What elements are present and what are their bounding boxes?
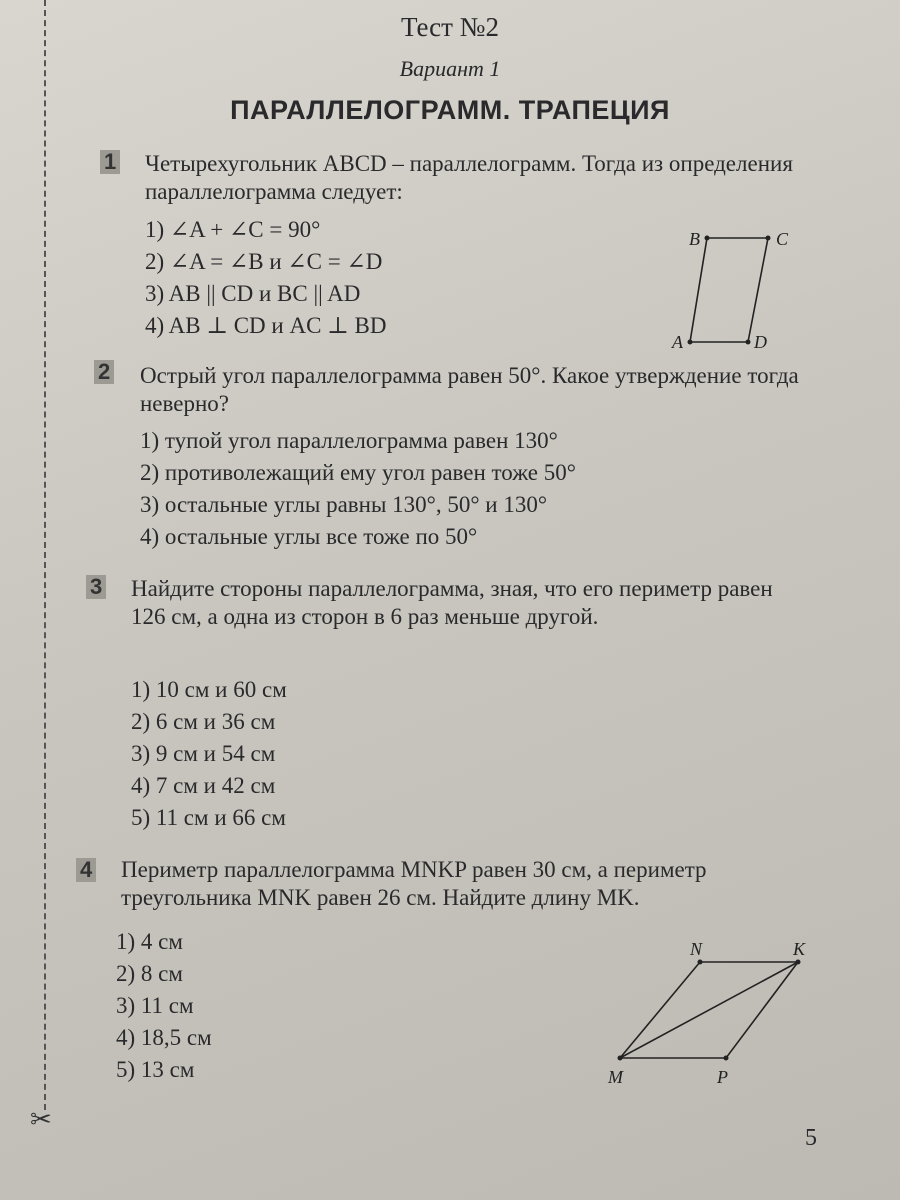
vertex-label-c: C: [776, 229, 789, 249]
task-number: 2: [94, 360, 114, 384]
answer-option: 4) 7 см и 42 см: [131, 773, 276, 798]
task-question: Найдите стороны параллелограмма, зная, что его периметр равен 126 см, а одна из сторон в 6 раз меньше другой.: [131, 576, 773, 629]
parallelogram-mnkp-figure: [600, 935, 830, 1095]
answer-option: 1) 4 см: [116, 929, 183, 954]
task-number: 4: [76, 858, 96, 882]
vertex-label-k: K: [793, 939, 806, 959]
vertex-label-b: B: [689, 229, 700, 249]
answer-options: [131, 674, 287, 834]
page-number: 5: [805, 1125, 817, 1151]
scissors-icon: ✂: [30, 1105, 52, 1134]
answer-option: 5) 11 см и 66 см: [131, 805, 286, 830]
answer-option: 4) AB ⊥ CD и AC ⊥ BD: [145, 313, 387, 338]
answer-options: [140, 425, 576, 553]
answer-options: [145, 214, 387, 342]
answer-option: 4) остальные углы все тоже по 50°: [140, 524, 478, 549]
answer-option: 1) тупой угол параллелограмма равен 130°: [140, 428, 558, 453]
answer-option: 2) противолежащий ему угол равен тоже 50°: [140, 460, 576, 485]
answer-option: 3) 9 см и 54 см: [131, 741, 276, 766]
answer-option: 3) AB || CD и BC || AD: [145, 281, 361, 306]
task-number: 1: [100, 150, 120, 174]
test-title: Тест №2: [401, 12, 499, 42]
answer-option: 1) ∠A + ∠C = 90°: [145, 217, 321, 242]
answer-option: 2) 8 см: [116, 961, 183, 986]
answer-options: [116, 926, 212, 1086]
vertex-label-m: M: [608, 1067, 623, 1087]
topic-heading: ПАРАЛЛЕЛОГРАММ. ТРАПЕЦИЯ: [230, 95, 670, 125]
cut-line: [44, 0, 46, 1110]
answer-option: 5) 13 см: [116, 1057, 195, 1082]
answer-option: 1) 10 см и 60 см: [131, 677, 287, 702]
parallelogram-abcd-figure: [670, 222, 810, 357]
variant-label: Вариант 1: [399, 56, 501, 81]
vertex-label-a: A: [672, 332, 683, 352]
vertex-label-n: N: [690, 939, 703, 959]
answer-option: 3) остальные углы равны 130°, 50° и 130°: [140, 492, 548, 517]
vertex-label-d: D: [754, 332, 767, 352]
answer-option: 2) ∠A = ∠B и ∠C = ∠D: [145, 249, 383, 274]
task-question: Четырехугольник ABCD – параллелограмм. Тогда из определения параллелограмма следует:: [145, 151, 793, 204]
task-number: 3: [86, 575, 106, 599]
task-question: Периметр параллелограмма MNKP равен 30 см, а периметр треугольника MNK равен 26 см. Найдите длину MK.: [121, 857, 707, 910]
answer-option: 4) 18,5 см: [116, 1025, 212, 1050]
answer-option: 2) 6 см и 36 см: [131, 709, 276, 734]
task-question: Острый угол параллелограмма равен 50°. Какое утверждение тогда неверно?: [140, 363, 799, 416]
answer-option: 3) 11 см: [116, 993, 194, 1018]
vertex-label-p: P: [717, 1067, 728, 1087]
